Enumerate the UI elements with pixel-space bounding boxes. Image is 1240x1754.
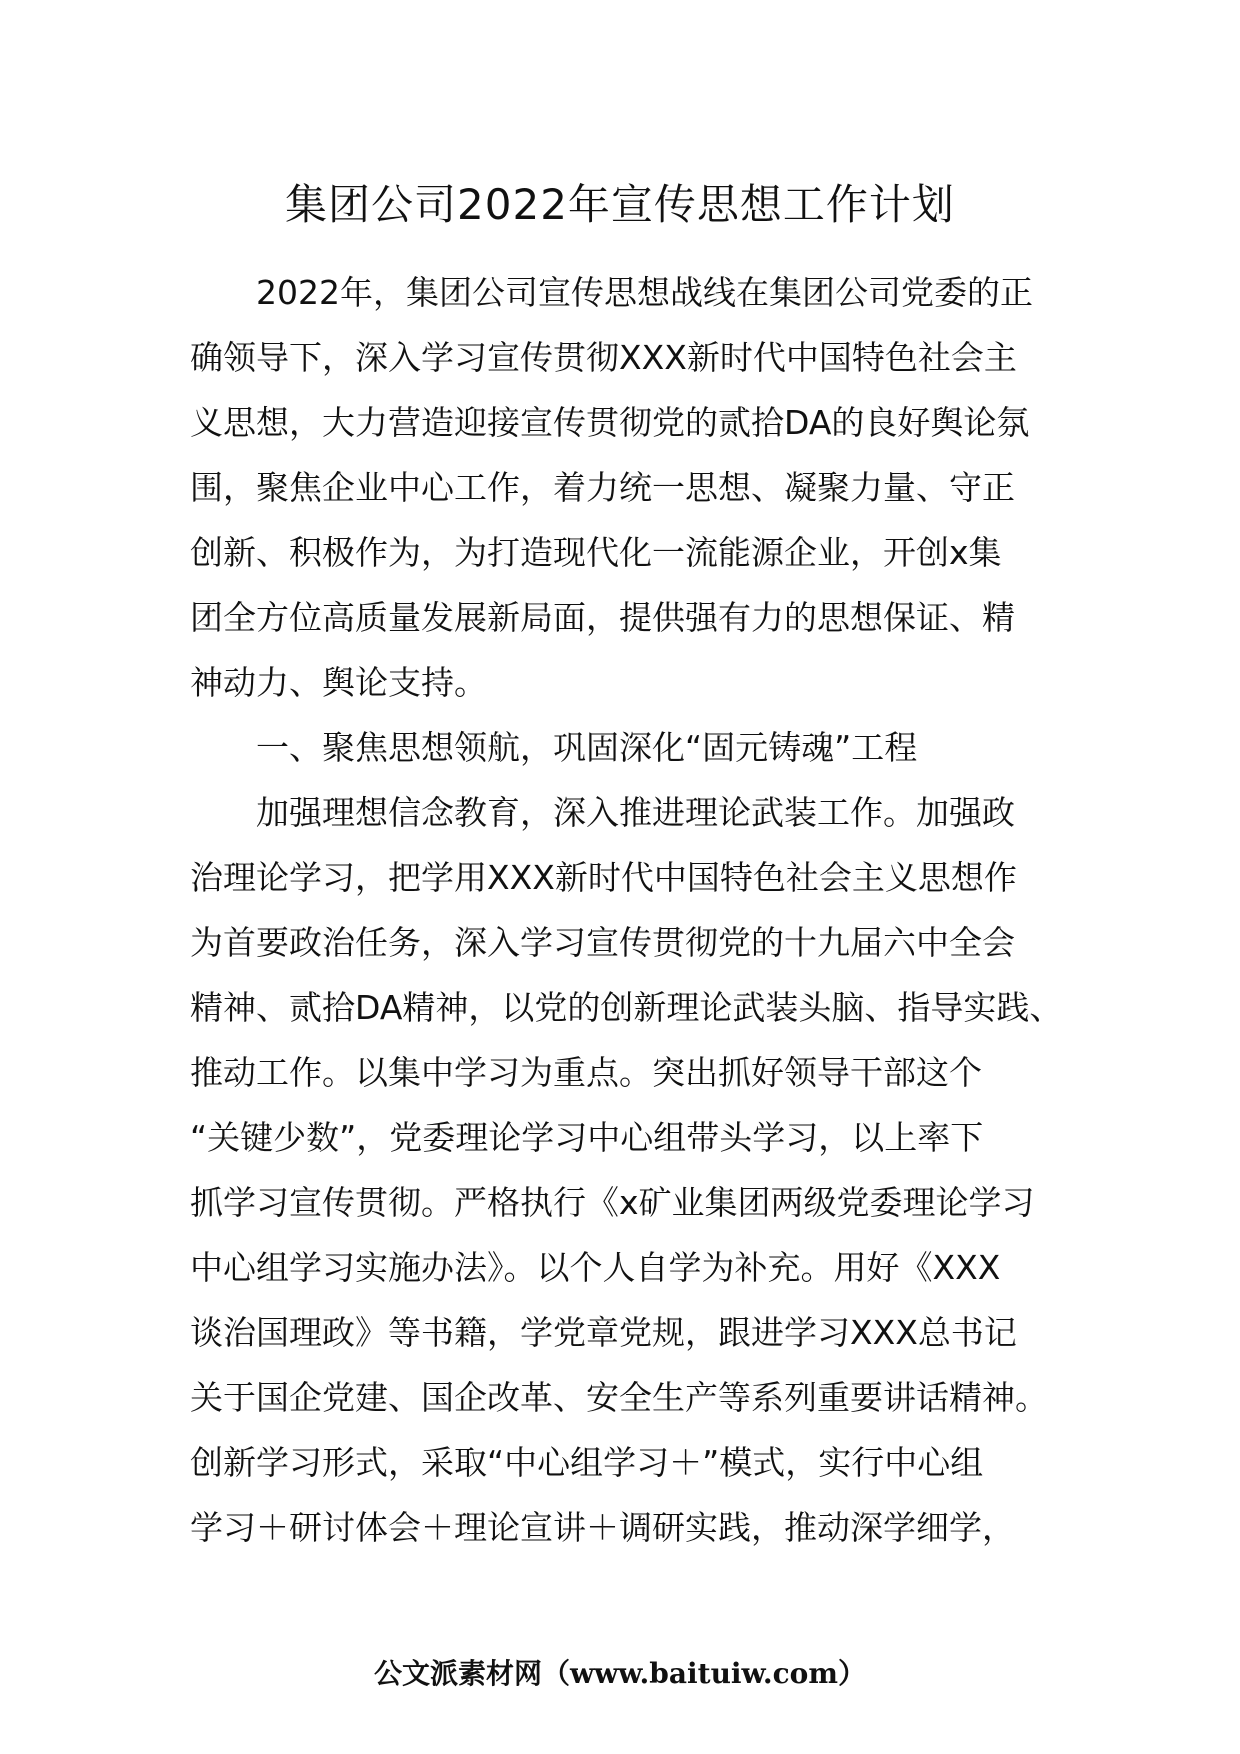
document-body: [190, 260, 1070, 1560]
paragraph-line: 学习＋研讨体会＋理论宣讲＋调研实践，推动深学细学，: [190, 1508, 1015, 1547]
paragraph-line: 治理论学习，把学用XXX新时代中国特色社会主义思想作: [190, 858, 1017, 897]
paragraph-line: 关于国企党建、国企改革、安全生产等系列重要讲话精神。: [190, 1378, 1048, 1417]
document-title: 集团公司2022年宣传思想工作计划: [285, 180, 955, 229]
paragraph-line: 义思想，大力营造迎接宣传贯彻党的贰拾DA的良好舆论氛: [190, 403, 1030, 442]
paragraph-line: 创新学习形式，采取“中心组学习＋”模式，实行中心组: [190, 1443, 984, 1482]
paragraph-line: 精神、贰拾DA精神，以党的创新理论武装头脑、指导实践、: [190, 988, 1063, 1027]
paragraph-line: 2022年，集团公司宣传思想战线在集团公司党委的正: [256, 273, 1033, 312]
paragraph-line: 围，聚焦企业中心工作，着力统一思想、凝聚力量、守正: [190, 468, 1015, 507]
paragraph-line: 神动力、舆论支持。: [190, 663, 487, 702]
paragraph-line: 团全方位高质量发展新局面，提供强有力的思想保证、精: [190, 598, 1015, 637]
footer-watermark: 公文派素材网（www.baituiw.com）: [374, 1657, 866, 1690]
paragraph-line: “关键少数”，党委理论学习中心组带头学习，以上率下: [190, 1118, 984, 1157]
paragraph-line: 中心组学习实施办法》。以个人自学为补充。用好《XXX: [190, 1248, 1001, 1287]
paragraph-line: 加强理想信念教育，深入推进理论武装工作。加强政: [256, 793, 1015, 832]
paragraph-line: 确领导下，深入学习宣传贯彻XXX新时代中国特色社会主: [190, 338, 1017, 377]
paragraph-line: 推动工作。以集中学习为重点。突出抓好领导干部这个: [190, 1053, 982, 1092]
paragraph-line: 抓学习宣传贯彻。严格执行《x矿业集团两级党委理论学习: [190, 1183, 1035, 1222]
paragraph-line: 创新、积极作为，为打造现代化一流能源企业，开创x集: [190, 533, 1002, 572]
paragraph-line: 谈治国理政》等书籍，学党章党规，跟进学习XXX总书记: [190, 1313, 1017, 1352]
section-heading: 一、聚焦思想领航，巩固深化“固元铸魂”工程: [256, 728, 918, 767]
paragraph-line: 为首要政治任务，深入学习宣传贯彻党的十九届六中全会: [190, 923, 1015, 962]
